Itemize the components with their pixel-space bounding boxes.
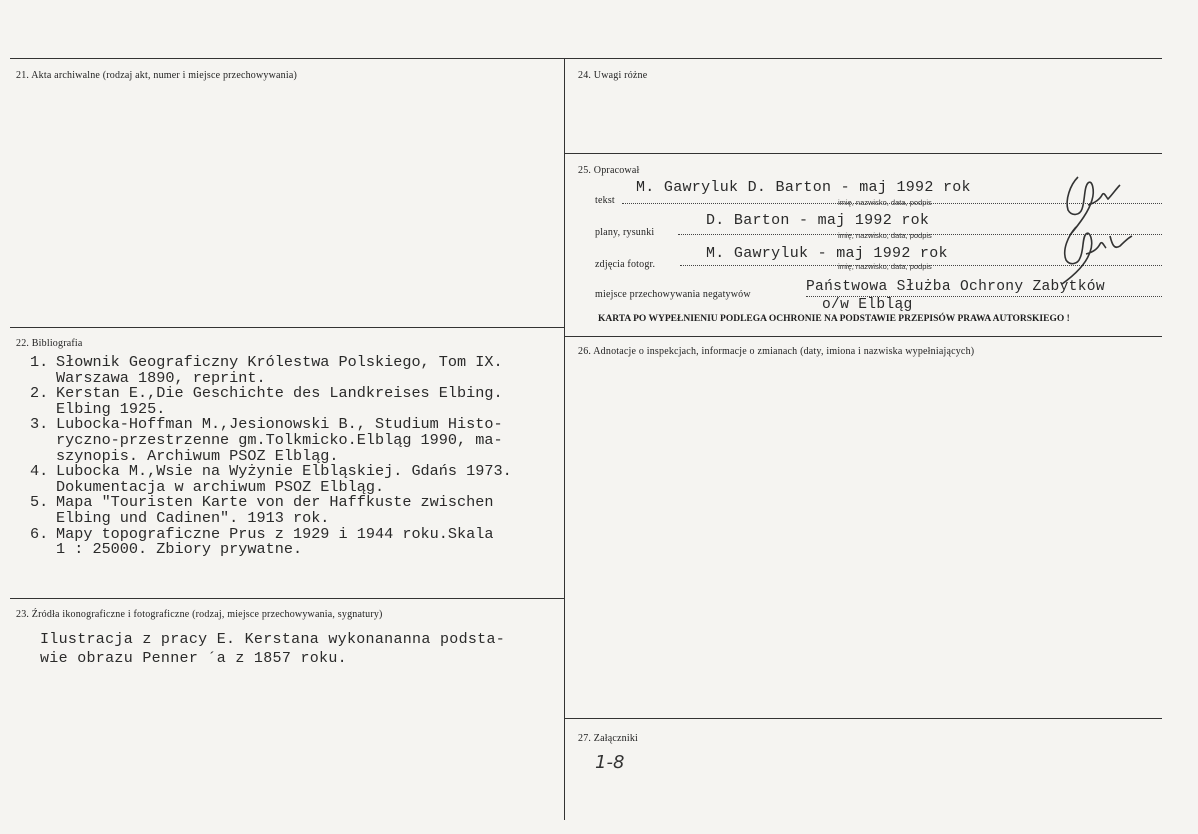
- bibliography-number: 3.: [30, 415, 49, 434]
- bibliography-item: [30, 495, 512, 526]
- zdjecia-caption: imię, nazwisko, data, podpis: [838, 262, 932, 271]
- tekst-caption: imię, nazwisko, data, podpis: [838, 198, 932, 207]
- bibliography-number: 1.: [30, 353, 49, 371]
- section-25-label: 25. Opracował: [578, 165, 640, 176]
- bibliography-item: [30, 464, 512, 495]
- section-27-label: 27. Załączniki: [578, 733, 638, 744]
- divider-25-26: [565, 336, 1162, 337]
- plany-label: plany, rysunki: [595, 227, 655, 238]
- tekst-value: M. Gawryluk D. Barton - maj 1992 rok: [636, 179, 971, 196]
- top-border: [10, 58, 1162, 59]
- bibliography-number: 5.: [30, 493, 49, 512]
- miejsce-label: miejsce przechowywania negatywów: [595, 289, 751, 300]
- bibliography-text: Lubocka M.,Wsie na Wyżynie Elbląskiej. Gdańs 1973. Dokumentacja w archiwum PSOZ Elbląg.: [56, 462, 512, 496]
- bibliography-number: 4.: [30, 462, 49, 481]
- miejsce-value-2: o/w Elbląg: [822, 297, 913, 313]
- section-21-label: 21. Akta archiwalne (rodzaj akt, numer i miejsce przechowywania): [16, 70, 298, 81]
- bibliography-text: Mapy topograficzne Prus z 1929 i 1944 roku.Skala 1 : 25000. Zbiory prywatne.: [56, 524, 494, 559]
- section-24-label: 24. Uwagi różne: [578, 70, 648, 81]
- section-26-label: 26. Adnotacje o inspekcjach, informacje o zmianach (daty, imiona i nazwiska wypełniających): [578, 346, 975, 357]
- signature-2: [1040, 222, 1140, 292]
- bibliography-item: [30, 417, 512, 464]
- plany-caption: imię, nazwisko, data, podpis: [838, 231, 932, 240]
- bibliography-text: Lubocka-Hoffman M.,Jesionowski B., Studium Histo- ryczno-przestrzenne gm.Tolkmicko.Elbląg 1990, ma- szynopis. Archiwum PSOZ Elbląg.: [56, 415, 503, 465]
- tekst-label: tekst: [595, 195, 615, 206]
- zdjecia-value: M. Gawryluk - maj 1992 rok: [706, 245, 948, 262]
- bibliography-number: 2.: [30, 384, 49, 403]
- zdjecia-label: zdjęcia fotogr.: [595, 259, 656, 270]
- iconography-line-2: wie obrazu Penner ´a z 1857 roku.: [40, 650, 347, 667]
- bibliography-list: [30, 355, 512, 558]
- bibliography-text: Słownik Geograficzny Królestwa Polskiego, Tom IX. Warszawa 1890, reprint.: [56, 353, 503, 387]
- bibliography-item: [30, 355, 512, 386]
- divider-21-22: [10, 327, 565, 328]
- bibliography-text: Kerstan E.,Die Geschichte des Landkreises Elbing. Elbing 1925.: [56, 384, 503, 418]
- center-divider: [564, 58, 565, 820]
- divider-22-23: [10, 598, 565, 599]
- iconography-line-1: Ilustracja z pracy E. Kerstana wykonananna podsta-: [40, 631, 506, 648]
- copyright-warning: KARTA PO WYPEŁNIENIU PODLEGA OCHRONIE NA PODSTAWIE PRZEPISÓW PRAWA AUTORSKIEGO !: [598, 314, 1070, 324]
- attachments-value: 1-8: [595, 752, 625, 773]
- bibliography-number: 6.: [30, 524, 49, 543]
- divider-24-25: [565, 153, 1162, 154]
- miejsce-value-1: Państwowa Służba Ochrony Zabytków: [806, 279, 1105, 295]
- section-23-label: 23. Źródła ikonograficzne i fotograficzne (rodzaj, miejsce przechowywania, sygnatury): [16, 609, 383, 620]
- plany-value: D. Barton - maj 1992 rok: [706, 212, 930, 229]
- bibliography-item: [30, 524, 512, 559]
- bibliography-item: [30, 386, 512, 417]
- section-22-label: 22. Bibliografia: [16, 338, 83, 349]
- bibliography-text: Mapa "Touristen Karte von der Haffkuste zwischen Elbing und Cadinen". 1913 rok.: [56, 493, 494, 527]
- divider-26-27: [565, 718, 1162, 719]
